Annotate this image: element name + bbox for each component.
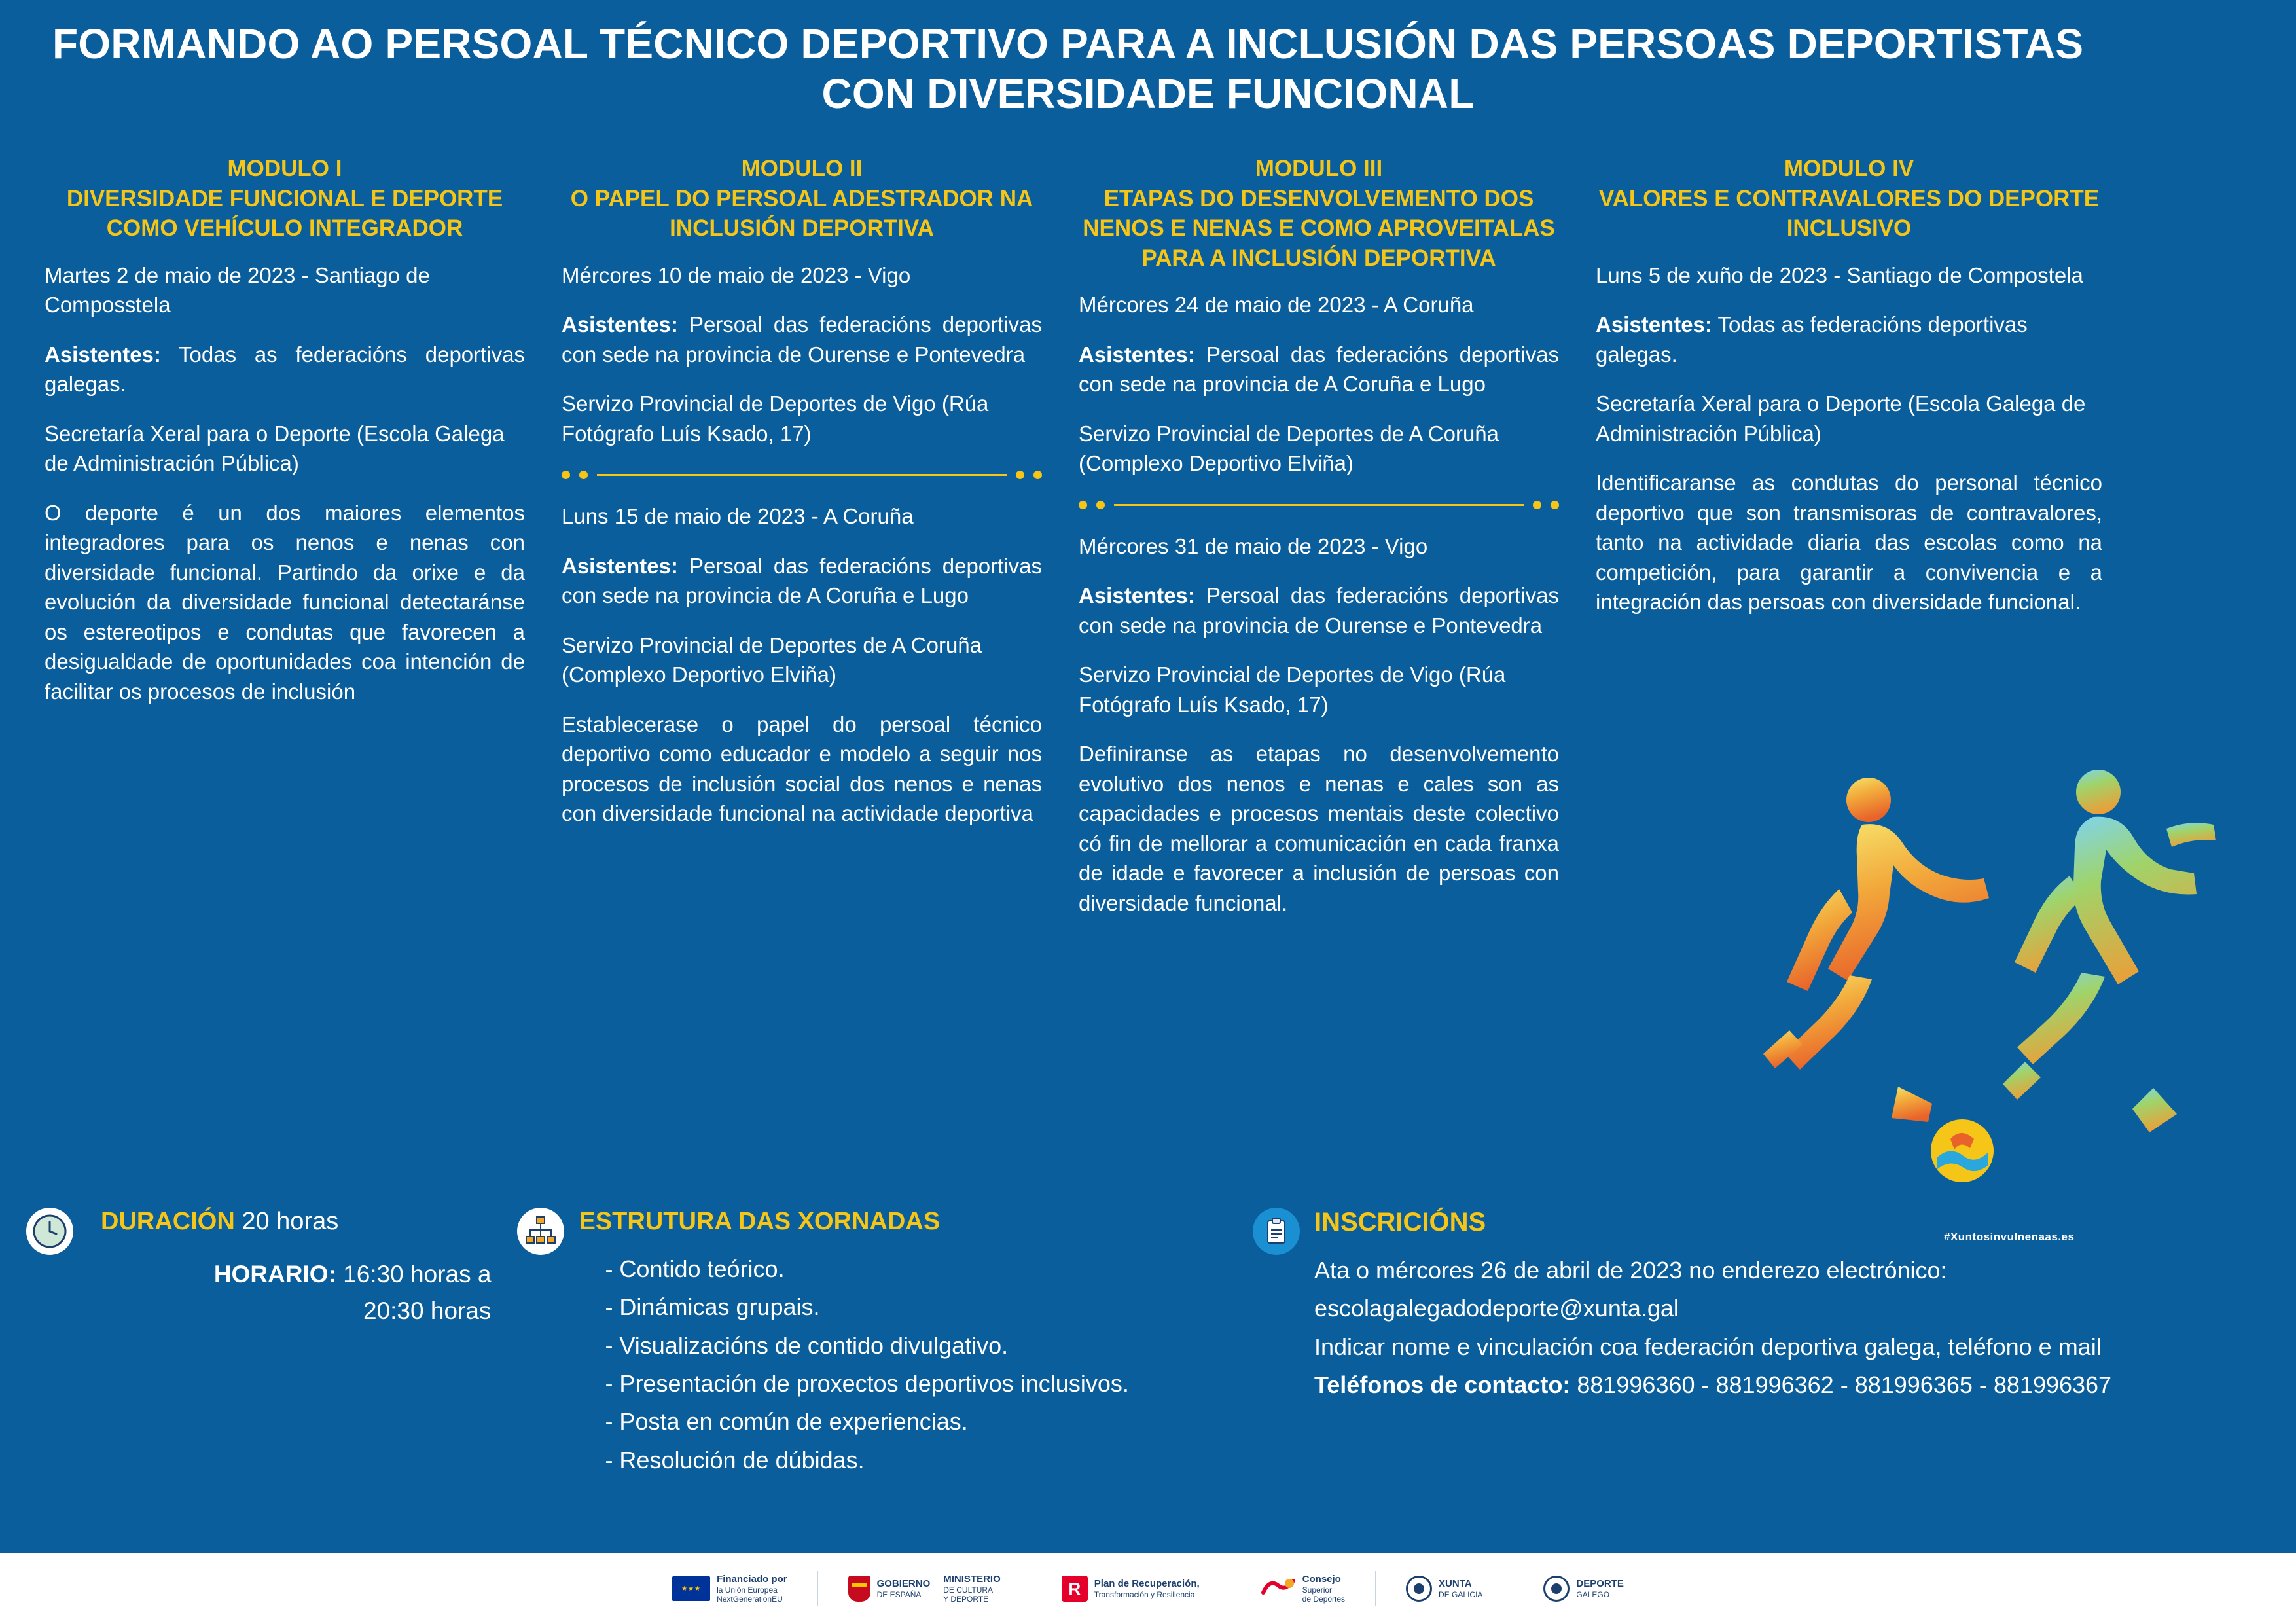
module-2-session-1-attendees-value: Persoal das federacións deportivas con sede na provincia de Ourense e Pontevedra [562, 312, 1043, 367]
spain-shield-icon [848, 1576, 870, 1602]
structure-icon [517, 1208, 564, 1255]
module-3-session-2-attendees-value: Persoal das federacións deportivas con sede na provincia de Ourense e Pontevedra [1079, 583, 1560, 638]
logo-plan-sub1: Transformación y Resiliencia [1094, 1589, 1195, 1599]
logo-gobierno-title: GOBIERNO [876, 1578, 931, 1589]
module-1-heading [45, 154, 525, 244]
module-3-session-2-attendees-label: Asistentes: [1079, 583, 1195, 608]
divider-dot-icon [1551, 501, 1559, 509]
logo-consejo-superior-deportes [1261, 1574, 1345, 1604]
registration-phones [1314, 1366, 2270, 1404]
structure-block [579, 1208, 1253, 1490]
module-3-session-2-date: Mércores 31 de maio de 2023 - Vigo [1079, 533, 1428, 558]
module-2-session-2-attendees-label: Asistentes: [562, 553, 678, 578]
module-4-attendees-value: Todas as federacións deportivas galegas. [1596, 312, 2028, 367]
module-2-title: MODULO II [741, 156, 863, 181]
module-2-session-1-venue: Servizo Provincial de Deportes de Vigo (Rúa Fotógrafo Luís Ksado, 17) [562, 391, 989, 446]
module-2-subtitle: O PAPEL DO PERSOAL ADESTRADOR NA INCLUSIÓN DEPORTIVA [570, 185, 1033, 241]
module-4-attendees [1596, 310, 2102, 369]
logo-deporte-sub1: GALEGO [1576, 1589, 1610, 1599]
logo-eu [672, 1574, 787, 1604]
footer-logos [0, 1553, 2296, 1624]
module-3-session-1-attendees-label: Asistentes: [1079, 342, 1195, 367]
logo-eu-sub2: NextGenerationEU [717, 1595, 783, 1604]
module-4-venue: Secretaría Xeral para o Deporte (Escola Galega de Administración Pública) [1596, 391, 2086, 446]
module-1-attendees-label: Asistentes: [45, 342, 161, 367]
logo-csd-sub2: de Deportes [1302, 1595, 1346, 1604]
logo-gobierno-sub1: DE ESPAÑA [876, 1589, 922, 1599]
clipboard-icon [1253, 1208, 1300, 1255]
module-2-session-2-date: Luns 15 de maio de 2023 - A Coruña [562, 504, 914, 529]
module-1-subtitle: DIVERSIDADE FUNCIONAL E DEPORTE COMO VEHÍCULO INTEGRADOR [66, 185, 503, 241]
logo-xunta-de-galicia [1406, 1576, 1482, 1602]
list-item: - Presentación de proxectos deportivos inclusivos. [605, 1369, 1129, 1397]
module-4-subtitle: VALORES E CONTRAVALORES DO DEPORTE INCLUSIVO [1598, 185, 2100, 241]
structure-list [579, 1250, 1253, 1479]
schedule-value-2: 20:30 horas [363, 1297, 492, 1324]
module-3-session-1-attendees-value: Persoal das federacións deportivas con sede na provincia de A Coruña e Lugo [1079, 342, 1560, 397]
title-line-2: CON DIVERSIDADE FUNCIONAL [821, 69, 1475, 117]
registration-email[interactable]: escolagalegadodeporte@xunta.gal [1314, 1295, 1679, 1322]
module-2-session-2-attendees [562, 551, 1042, 611]
module-1-date: Martes 2 de maio de 2023 - Santiago de Composstela [45, 262, 430, 317]
list-item: - Posta en común de experiencias. [605, 1408, 968, 1435]
module-3 [1060, 154, 1577, 938]
divider-dot-icon [579, 471, 588, 479]
module-3-subtitle: ETAPAS DO DESENVOLVEMENTO DOS NENOS E NENAS E COMO APROVEITALAS PARA A INCLUSIÓN DEPORTIVA [1083, 185, 1555, 271]
module-4-heading [1596, 154, 2102, 244]
duration-value: 20 horas [242, 1208, 339, 1235]
xunta-icon [1406, 1576, 1432, 1602]
duration-block [88, 1208, 517, 1325]
module-1-description: O deporte é un dos maiores elementos integradores para os nenos e nenas con diversidade funcional. Partindo da orixe e da evolución da diversidade funcional detectaránse os estereotipos e condutas que favorecen a desigualdade de oportunidades coa intención de facilitar os procesos de inclusión [45, 500, 525, 704]
module-3-session-2-attendees [1079, 581, 1559, 640]
module-3-title: MODULO III [1255, 156, 1383, 181]
module-3-session-2-venue: Servizo Provincial de Deportes de Vigo (Rúa Fotógrafo Luís Ksado, 17) [1079, 662, 1506, 717]
structure-heading: ESTRUTURA DAS XORNADAS [579, 1208, 941, 1235]
logo-ministerio-sub2: Y DEPORTE [943, 1595, 989, 1604]
logo-csd-title: Consejo [1302, 1573, 1341, 1585]
module-3-divider [1079, 501, 1559, 509]
list-item: - Contido teórico. [605, 1255, 785, 1282]
logo-xunta-sub1: DE GALICIA [1439, 1589, 1483, 1599]
logo-gobierno-espana [848, 1574, 1001, 1604]
logo-eu-title: Financiado por [717, 1573, 787, 1585]
module-2-heading [562, 154, 1042, 244]
module-2-session-1-date: Mércores 10 de maio de 2023 - Vigo [562, 262, 911, 287]
eu-flag-icon: ★★★ [672, 1576, 710, 1601]
logo-ministerio-title: MINISTERIO [943, 1573, 1001, 1585]
module-1 [26, 154, 543, 938]
footer-divider [817, 1571, 818, 1606]
module-2-session-1-attendees-label: Asistentes: [562, 312, 678, 337]
module-3-session-1-attendees [1079, 340, 1559, 399]
divider-dot-icon [1033, 471, 1042, 479]
logo-xunta-title: XUNTA [1439, 1578, 1472, 1589]
csd-icon [1261, 1576, 1296, 1602]
logo-deporte-galego [1543, 1576, 1624, 1602]
runners-illustration [1734, 766, 2245, 1224]
logo-eu-sub1: la Unión Europea [717, 1585, 778, 1595]
module-1-attendees-value: Todas as federacións deportivas galegas. [45, 342, 525, 397]
module-1-venue: Secretaría Xeral para o Deporte (Escola Galega de Administración Pública) [45, 421, 505, 476]
duration-label: DURACIÓN [101, 1208, 235, 1235]
bottom-info [0, 1208, 2296, 1490]
module-2-session-2-attendees-value: Persoal das federacións deportivas con sede na provincia de A Coruña e Lugo [562, 553, 1043, 608]
artwork-caption: #Xuntosinvulnenaas.es [1944, 1231, 2075, 1243]
module-2-divider [562, 471, 1042, 479]
list-item: - Dinámicas grupais. [605, 1293, 820, 1321]
registration-block [1314, 1208, 2270, 1404]
module-4-title: MODULO IV [1784, 156, 1914, 181]
module-2-session-1-attendees [562, 310, 1042, 369]
plan-r-icon: R [1062, 1576, 1088, 1602]
logo-csd-sub1: Superior [1302, 1585, 1333, 1595]
module-1-title: MODULO I [227, 156, 342, 181]
footer-divider [1375, 1571, 1376, 1606]
registration-phones-label: Teléfonos de contacto: [1314, 1371, 1571, 1398]
divider-dot-icon [1096, 501, 1105, 509]
divider-dot-icon [1016, 471, 1024, 479]
registration-heading: INSCRICIÓNS [1314, 1208, 1486, 1236]
logo-plan-recuperacion [1062, 1576, 1200, 1602]
title-line-1: FORMANDO AO PERSOAL TÉCNICO DEPORTIVO PARA A INCLUSIÓN DAS PERSOAS DEPORTISTAS [52, 20, 2084, 67]
divider-dot-icon [1533, 501, 1541, 509]
logo-ministerio-sub1: DE CULTURA [943, 1585, 994, 1595]
divider-bar [1114, 504, 1524, 506]
registration-phones-value: 881996360 - 881996362 - 881996365 - 881996367 [1577, 1371, 2112, 1398]
registration-instruction: Indicar nome e vinculación coa federación deportiva galega, teléfono e mail [1314, 1333, 2102, 1360]
divider-bar [597, 474, 1007, 476]
registration-deadline: Ata o mércores 26 de abril de 2023 no enderezo electrónico: [1314, 1257, 1947, 1284]
logo-plan-title: Plan de Recuperación, [1094, 1578, 1200, 1589]
divider-dot-icon [562, 471, 570, 479]
module-2-description: Establecerase o papel do persoal técnico deportivo como educador e modelo a seguir nos procesos de inclusión social dos nenos e nenas con diversidade funcional na actividade deportiva [562, 712, 1042, 826]
deporte-galego-icon [1543, 1576, 1570, 1602]
logo-deporte-title: DEPORTE [1576, 1578, 1624, 1589]
module-3-session-1-venue: Servizo Provincial de Deportes de A Coruña (Complexo Deportivo Elviña) [1079, 421, 1499, 476]
module-3-description: Definiranse as etapas no desenvolvemento evolutivo dos nenos e nenas e cales son as capacidades e procesos mentais deste colectivo có fin de mellorar a comunicación en cada franxa de idade e favorecer a inclusión de persoas con diversidade funcional. [1079, 742, 1559, 915]
page-title [0, 0, 2296, 118]
module-3-heading [1079, 154, 1559, 273]
clock-icon [26, 1208, 73, 1255]
list-item: - Visualizacións de contido divulgativo. [605, 1331, 1009, 1359]
module-3-session-1-date: Mércores 24 de maio de 2023 - A Coruña [1079, 293, 1474, 317]
module-1-attendees [45, 340, 525, 399]
module-4-attendees-label: Asistentes: [1596, 312, 1712, 337]
list-item: - Resolución de dúbidas. [605, 1446, 865, 1473]
module-4-description: Identificaranse as condutas do personal técnico deportivo que son transmisoras de contravalores, tanto na actividade diaria das escolas como na competición, para garantir a convivencia e a integración das persoas con diversidade funcional. [1596, 471, 2102, 615]
schedule-value: 16:30 horas a [343, 1261, 492, 1288]
schedule-label: HORARIO: [213, 1261, 336, 1288]
module-4-date: Luns 5 de xuño de 2023 - Santiago de Compostela [1596, 262, 2083, 287]
divider-dot-icon [1079, 501, 1087, 509]
module-2-session-2-venue: Servizo Provincial de Deportes de A Coruña (Complexo Deportivo Elviña) [562, 632, 982, 687]
module-2 [543, 154, 1060, 938]
